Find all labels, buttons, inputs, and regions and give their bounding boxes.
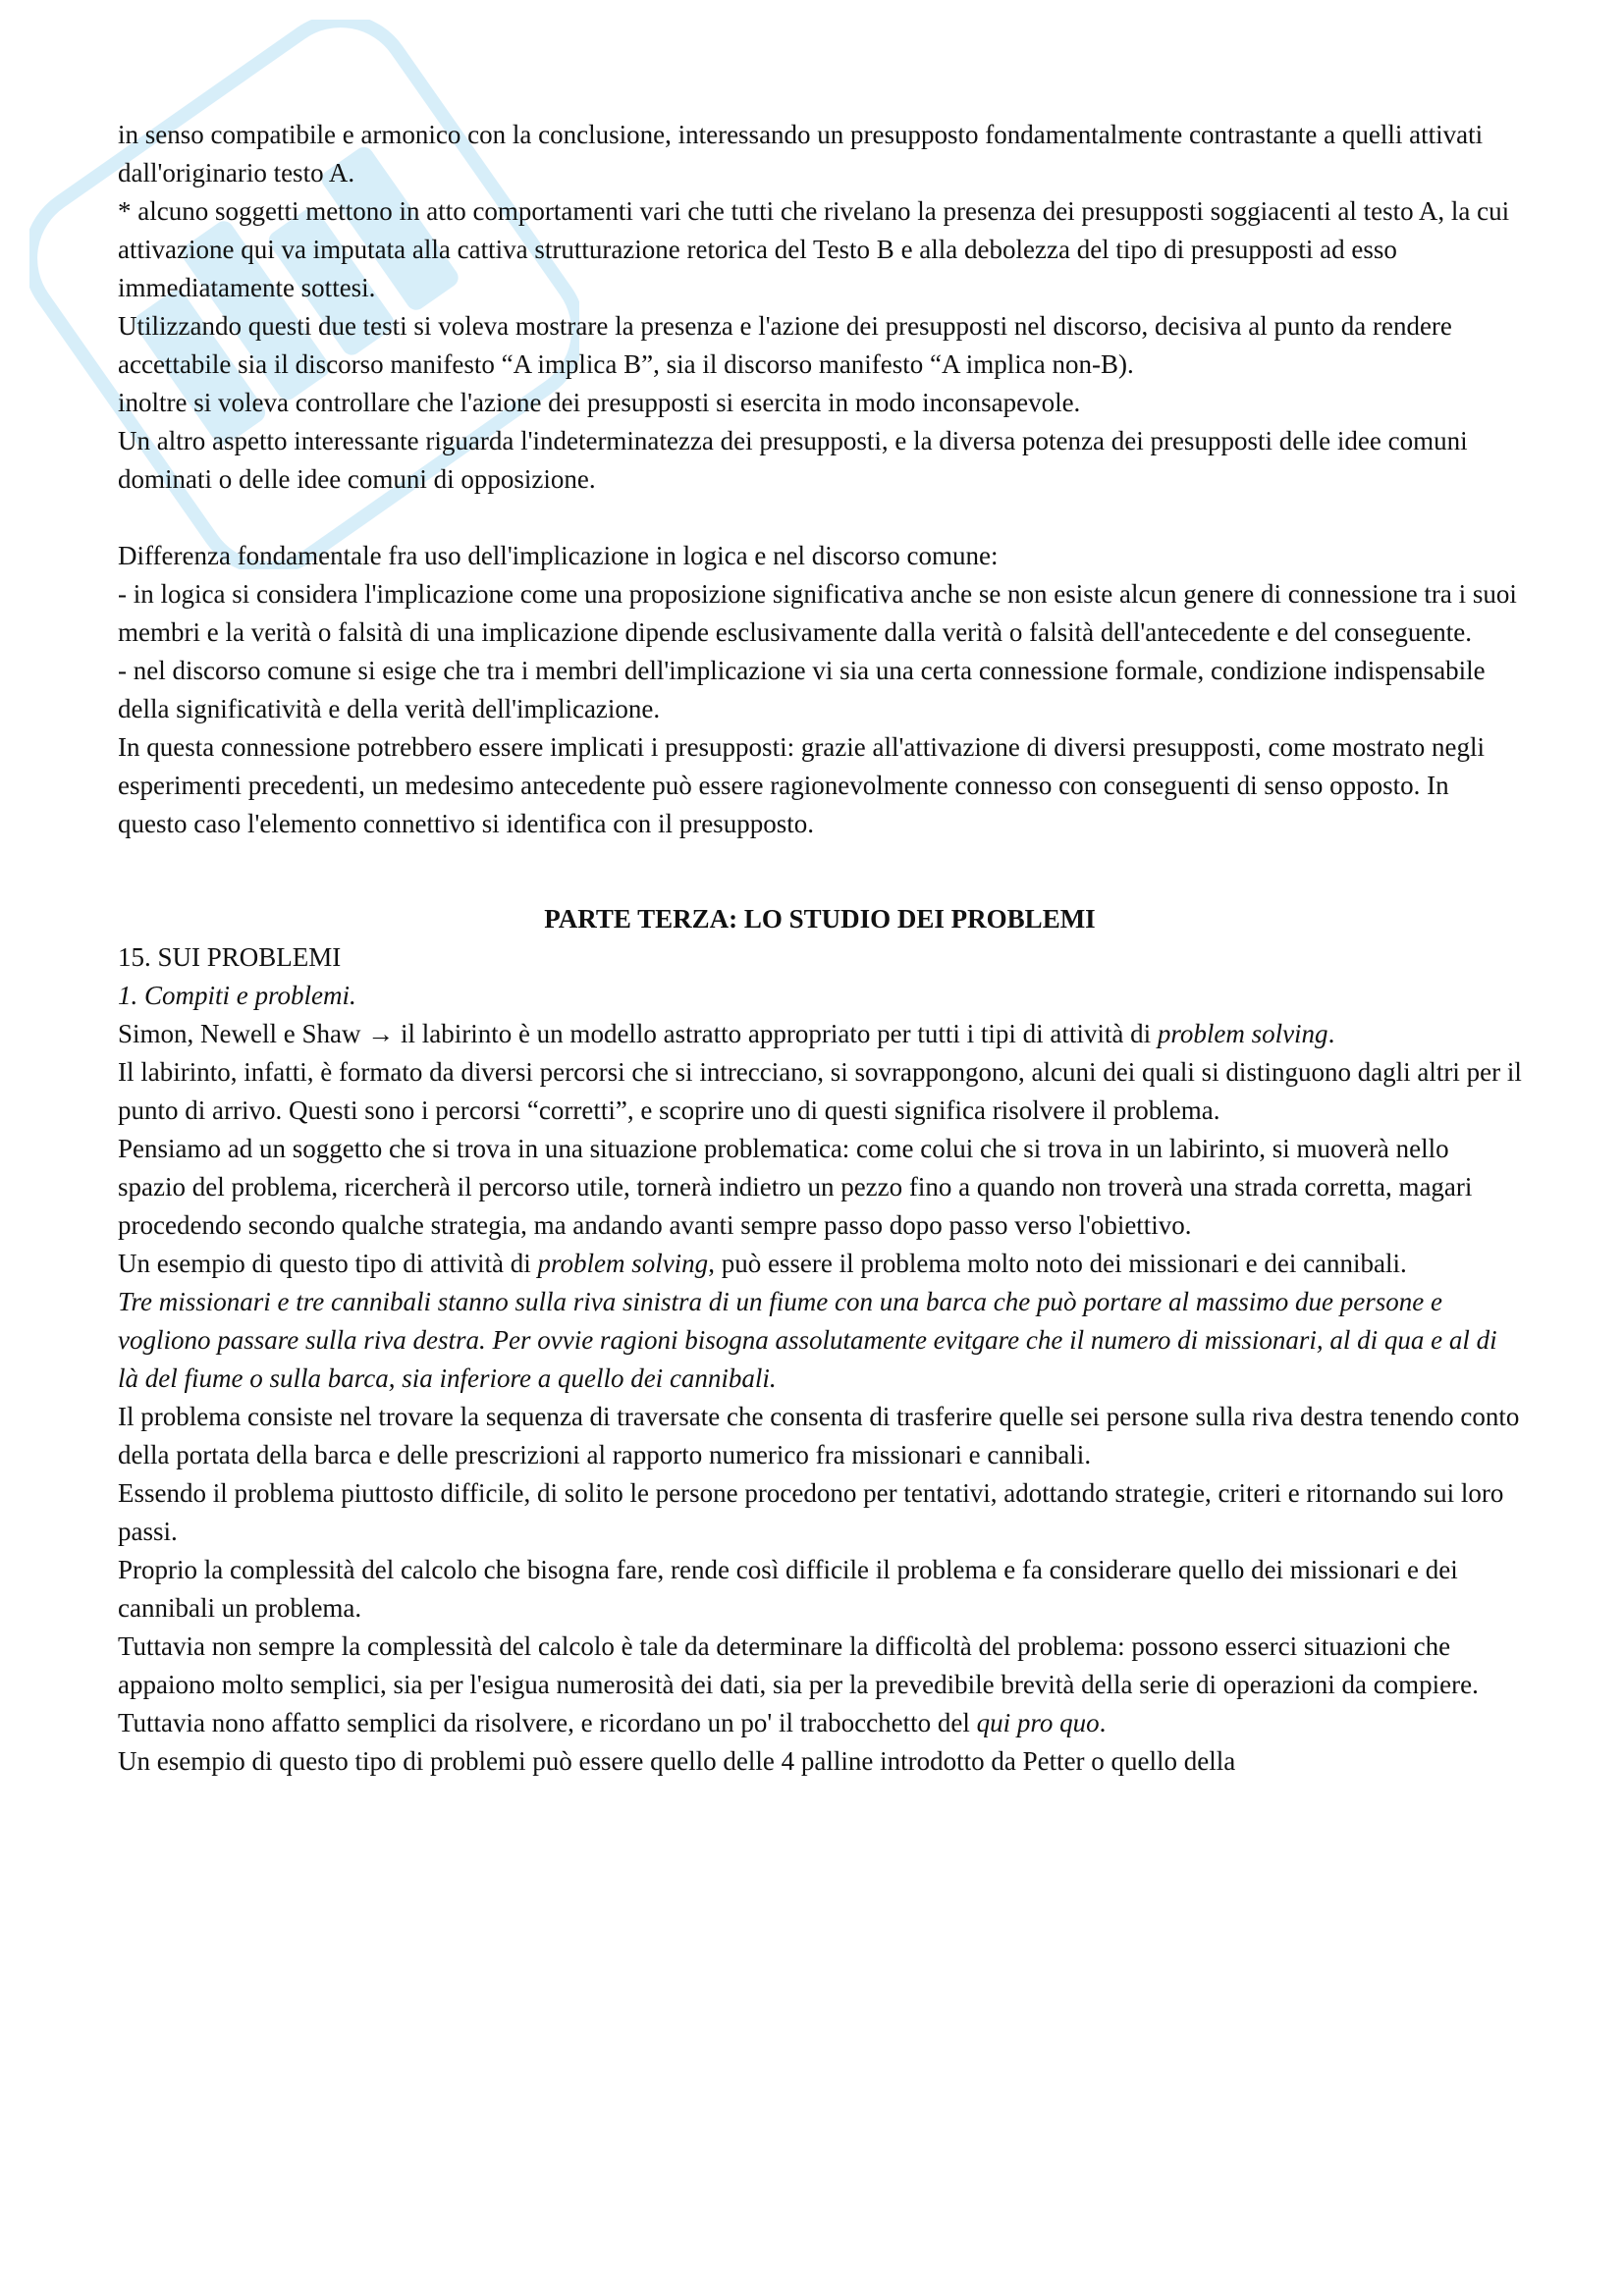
paragraph: Tuttavia non sempre la complessità del calcolo è tale da determinare la difficoltà del problema: possono esserci situazioni che appaiono molto semplici, sia per l'esigua numerosità dei dati, sia per la prevedibile brevità della serie di operazioni da compiere. Tuttavia nono affatto semplici da risolvere, e ricordano un po' il trabocchetto del qui pro quo. — [118, 1631, 1479, 1737]
chapter-title: 15. SUI PROBLEMI — [118, 942, 342, 972]
paragraph: Pensiamo ad un soggetto che si trova in una situazione problematica: come colui che si trova in un labirinto, si muoverà nello spazio del problema, ricercherà il percorso utile, tornerà indietro un pezzo fino a quando non troverà una strada corretta, magari procedendo secondo qualche strategia, ma andando avanti sempre passo dopo passo verso l'obiettivo. — [118, 1134, 1473, 1240]
paragraph: * alcuno soggetti mettono in atto comportamenti vari che tutti che rivelano la presenza dei presupposti soggiacenti al testo A, la cui attivazione qui va imputata alla cattiva strutturazione retorica del Testo B e alla debolezza del tipo di presupposti ad esso immediatamente sottesi. — [118, 196, 1510, 302]
paragraph: - in logica si considera l'implicazione come una proposizione significativa anche se non esiste alcun genere di connessione tra i suoi membri e la verità o falsità di una implicazione dipende esclusivamente dalla verità o falsità dell'antecedente e del conseguente. — [118, 579, 1517, 647]
problem-statement: Tre missionari e tre cannibali stanno sulla riva sinistra di un fiume con una barca che può portare al massimo due persone e vogliono passare sulla riva destra. Per ovvie ragioni bisogna assolutamente evitgare che il numero di missionari, al di qua e al di là del fiume o sulla barca, sia inferiore a quello dei cannibali. — [118, 1287, 1497, 1393]
paragraph: Simon, Newell e Shaw → il labirinto è un modello astratto appropriato per tutti i tipi di attività di problem solving. — [118, 1019, 1335, 1048]
paragraph: Un altro aspetto interessante riguarda l'indeterminatezza dei presupposti, e la diversa potenza dei presupposti delle idee comuni dominati o delle idee comuni di opposizione. — [118, 426, 1468, 494]
paragraph: Proprio la complessità del calcolo che bisogna fare, rende così difficile il problema e fa considerare quello dei missionari e dei cannibali un problema. — [118, 1555, 1458, 1623]
paragraph: inoltre si voleva controllare che l'azione dei presupposti si esercita in modo inconsapevole. — [118, 388, 1081, 417]
paragraph: Il labirinto, infatti, è formato da diversi percorsi che si intrecciano, si sovrappongono, alcuni dei quali si distinguono dagli altri per il punto di arrivo. Questi sono i percorsi “corretti”, e scoprire uno di questi significa risolvere il problema. — [118, 1057, 1522, 1125]
paragraph: Differenza fondamentale fra uso dell'implicazione in logica e nel discorso comune: — [118, 541, 999, 570]
paragraph: Un esempio di questo tipo di attività di problem solving, può essere il problema molto noto dei missionari e dei cannibali. — [118, 1249, 1407, 1278]
part-title: PARTE TERZA: LO STUDIO DEI PROBLEMI — [544, 904, 1096, 934]
document-page — [118, 116, 1522, 1781]
section-title: 1. Compiti e problemi. — [118, 981, 356, 1010]
paragraph: in senso compatibile e armonico con la conclusione, interessando un presupposto fondamentalmente contrastante a quelli attivati dall'originario testo A. — [118, 120, 1484, 187]
paragraph: Essendo il problema piuttosto difficile, di solito le persone procedono per tentativi, adottando strategie, criteri e ritornando sui loro passi. — [118, 1478, 1504, 1546]
paragraph: Un esempio di questo tipo di problemi può essere quello delle 4 palline introdotto da Petter o quello della — [118, 1746, 1236, 1776]
paragraph: Utilizzando questi due testi si voleva mostrare la presenza e l'azione dei presupposti nel discorso, decisiva al punto da rendere accettabile sia il discorso manifesto “A implica B”, sia il discorso manifesto “A implica non-B). — [118, 311, 1452, 379]
paragraph: In questa connessione potrebbero essere implicati i presupposti: grazie all'attivazione di diversi presupposti, come mostrato negli esperimenti precedenti, un medesimo antecedente può essere ragionevolmente connesso con conseguenti di senso opposto. In questo caso l'elemento connettivo si identifica con il presupposto. — [118, 732, 1485, 838]
paragraph: Il problema consiste nel trovare la sequenza di traversate che consenta di trasferire quelle sei persone sulla riva destra tenendo conto della portata della barca e delle prescrizioni al rapporto numerico fra missionari e cannibali. — [118, 1402, 1520, 1469]
paragraph: - nel discorso comune si esige che tra i membri dell'implicazione vi sia una certa connessione formale, condizione indispensabile della significatività e della verità dell'implicazione. — [118, 656, 1486, 723]
